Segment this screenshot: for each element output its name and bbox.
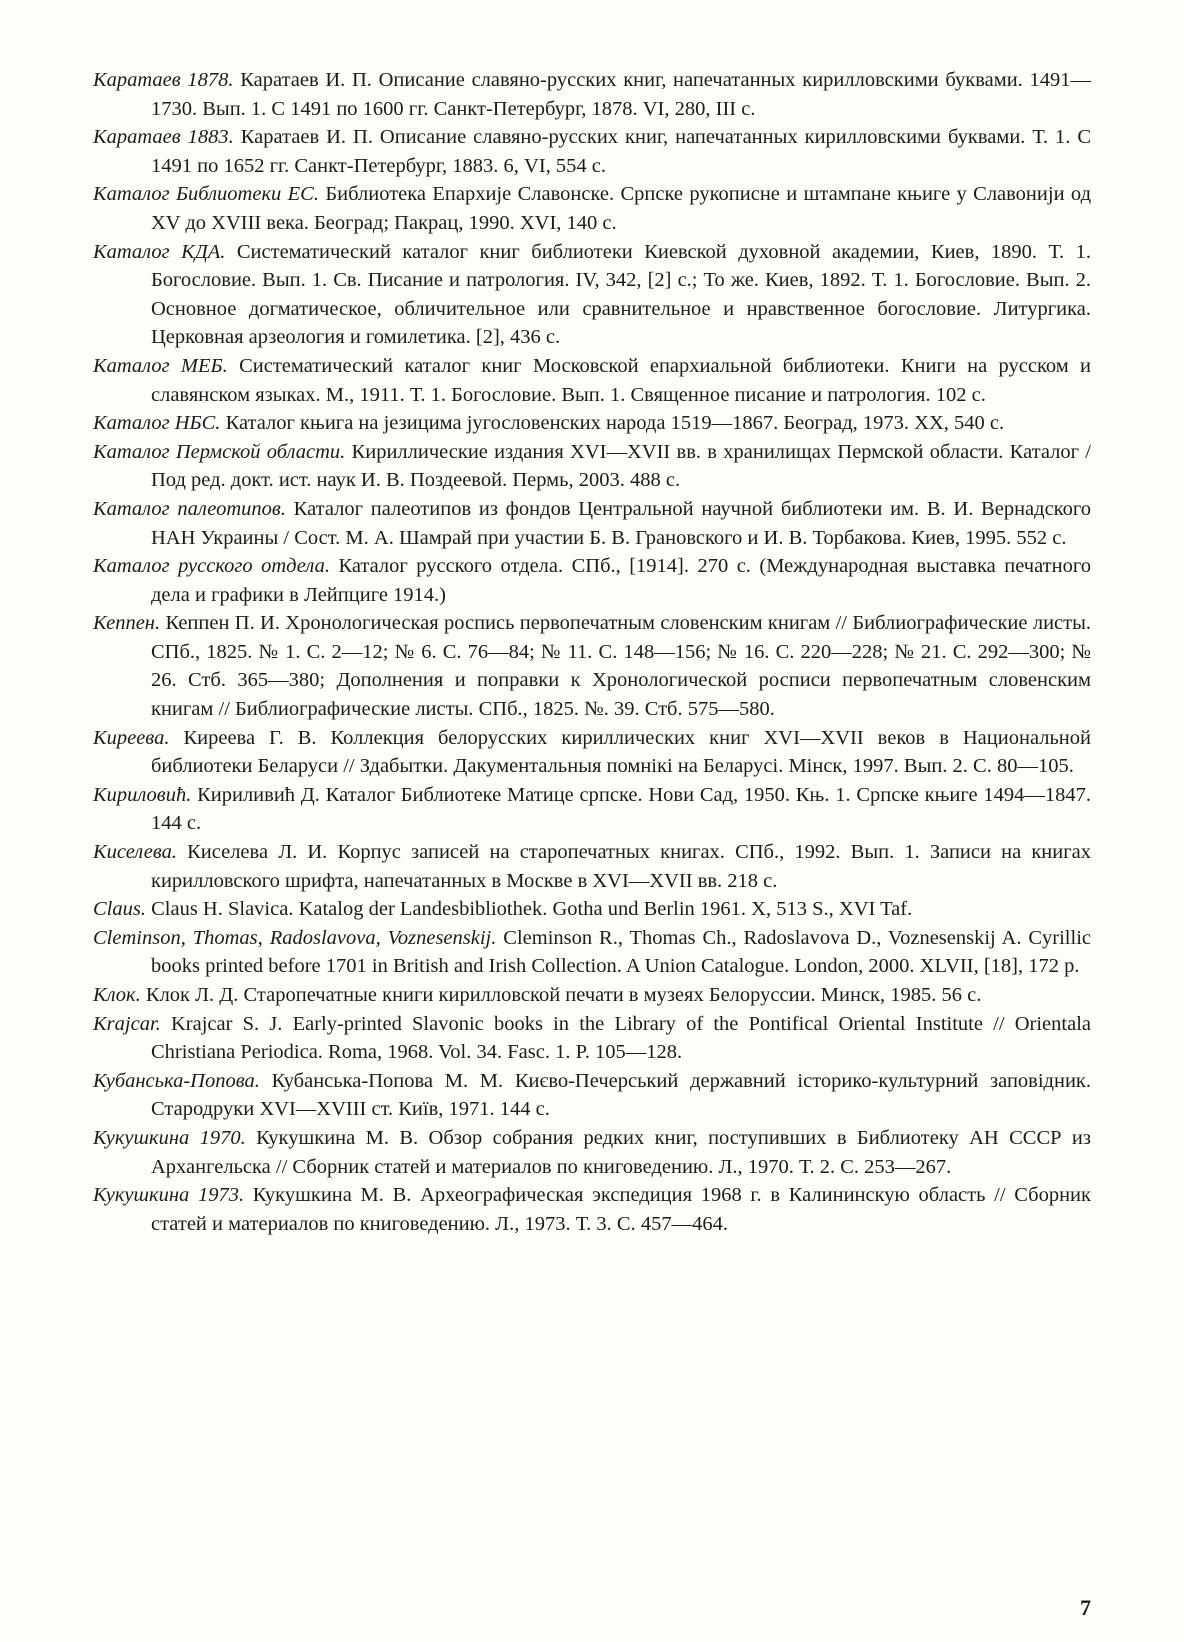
entry-abbreviation: Каталог палеотипов. (93, 497, 286, 520)
bibliography-entry (93, 238, 1091, 352)
bibliography-entry (93, 609, 1091, 723)
bibliography-entry (93, 724, 1091, 781)
entry-text: Киреева Г. В. Коллекция белорусских кириллических книг XVI—XVII веков в Национальной библиотеки Беларуси // Здабытки. Дакументальныя помнікі на Беларусі. Мінск, 1997. Вып. 2. С. 80—105. (151, 726, 1091, 778)
entry-abbreviation: Кеппен. (93, 612, 161, 635)
bibliography-entry (93, 495, 1091, 552)
entry-abbreviation: Каталог Пермской области. (93, 440, 346, 463)
entry-abbreviation: Каталог Библиотеки ЕС. (93, 183, 319, 206)
entry-text: Кириливић Д. Каталог Библиотеке Матице српске. Нови Сад, 1950. Књ. 1. Српске књиге 1494—1847. 144 с. (151, 783, 1091, 835)
entry-abbreviation: Claus. (93, 898, 146, 921)
entry-text: Клок Л. Д. Старопечатные книги кирилловской печати в музеях Белоруссии. Минск, 1985. 56 с. (140, 984, 982, 1006)
page-number: 7 (1080, 1595, 1091, 1620)
entry-abbreviation: Krajcar. (93, 1012, 161, 1035)
bibliography-entry (93, 438, 1091, 495)
entry-abbreviation: Кукушкина 1973. (93, 1184, 245, 1207)
entry-abbreviation: Киселева. (93, 841, 177, 864)
bibliography-entry (93, 552, 1091, 609)
entry-abbreviation: Клок. (93, 984, 141, 1006)
entry-text: Кубанська-Попова М. М. Києво-Печерський державний історико-культурний заповідник. Стародруки XVI—XVIII ст. Київ, 1971. 144 с. (151, 1069, 1091, 1121)
entry-abbreviation: Каталог русского отдела. (93, 555, 330, 578)
bibliography-entry (93, 981, 1091, 1010)
entry-text: Krajcar S. J. Early-printed Slavonic books in the Library of the Pontifical Oriental Institute // Orientala Christiana Periodica. Roma, 1968. Vol. 34. Fasc. 1. P. 105—128. (151, 1012, 1091, 1064)
bibliography-entry (93, 924, 1091, 981)
entry-text: Каталог књига на језицима југословенских народа 1519—1867. Београд, 1973. XX, 540 с. (220, 412, 1005, 435)
entry-text: Claus H. Slavica. Katalog der Landesbibliothek. Gotha und Berlin 1961. X, 513 S., XVI Taf. (145, 898, 913, 921)
bibliography-entry (93, 1124, 1091, 1181)
entry-text: Cleminson R., Thomas Ch., Radoslavova D., Voznesenskij A. Cyrillic books printed before 1701 in British and Irish Collection. A Union Catalogue. London, 2000. XLVII, [18], 172 p. (151, 926, 1091, 978)
entry-abbreviation: Каталог МЕБ. (93, 354, 228, 377)
bibliography-entry (93, 1067, 1091, 1124)
bibliography-entry (93, 409, 1091, 438)
entry-text: Каратаев И. П. Описание славяно-русских книг, напечатанных кирилловскими буквами. 1491—1730. Вып. 1. С 1491 по 1600 гг. Санкт-Петербург, 1878. VI, 280, III с. (151, 69, 1091, 120)
entry-abbreviation: Кириловић. (93, 783, 192, 806)
bibliography-entry (93, 352, 1091, 409)
entry-text: Киселева Л. И. Корпус записей на старопечатных книгах. СПб., 1992. Вып. 1. Записи на книгах кирилловского шрифта, напечатанных в Москве в XVI—XVII вв. 218 с. (151, 841, 1091, 892)
entry-text: Кукушкина М. В. Археографическая экспедиция 1968 г. в Калининскую область // Сборник статей и материалов по книговедению. Л., 1973. Т. 3. С. 457—464. (151, 1184, 1091, 1235)
entry-abbreviation: Каратаев 1883. (93, 126, 234, 149)
entry-abbreviation: Кубанська-Попова. (93, 1069, 260, 1092)
bibliography-entry (93, 1181, 1091, 1238)
bibliography-entry (93, 838, 1091, 895)
entry-abbreviation: Каталог КДА. (93, 240, 226, 263)
entry-abbreviation: Cleminson, Thomas, Radoslavova, Voznesenskij. (93, 926, 497, 949)
entry-text: Кукушкина М. В. Обзор собрания редких книг, поступивших в Библиотеку АН СССР из Архангельска // Сборник статей и материалов по книговедению. Л., 1970. Т. 2. С. 253—267. (151, 1126, 1091, 1178)
bibliography-list (93, 66, 1091, 1238)
bibliography-entry (93, 895, 1091, 924)
bibliography-entry (93, 66, 1091, 123)
entry-abbreviation: Киреева. (93, 726, 170, 749)
bibliography-entry (93, 1010, 1091, 1067)
entry-abbreviation: Каратаев 1878. (93, 69, 234, 91)
entry-text: Кеппен П. И. Хронологическая роспись первопечатным словенским книгам // Библиографические листы. СПб., 1825. № 1. С. 2—12; № 6. С. 76—84; № 11. С. 148—156; № 16. С. 220—228; № 21. С. 292—300; № 26. Стб. 365—380; Дополнения и поправки к Хронологической росписи первопечатным словенским книгам // Библиографические листы. СПб., 1825. №. 39. Стб. 575—580. (151, 612, 1091, 721)
bibliography-entry (93, 781, 1091, 838)
entry-text: Библиотека Епархије Славонске. Српске рукописне и штампане књиге у Славонији од XV до XVIII века. Београд; Пакрац, 1990. XVI, 140 с. (151, 183, 1091, 234)
entry-abbreviation: Кукушкина 1970. (93, 1126, 246, 1149)
entry-text: Систематический каталог книг библиотеки Киевской духовной академии, Киев, 1890. Т. 1. Богословие. Вып. 1. Св. Писание и патрология. IV, 342, [2] с.; То же. Киев, 1892. Т. 1. Богословие. Вып. 2. Основное догматическое, обличительное или сравнительное и нравственное богословие. Литургика. Церковная арзеология и гомилетика. [2], 436 с. (151, 240, 1091, 349)
entry-text: Каталог русского отдела. СПб., [1914]. 270 с. (Международная выставка печатного дела и графики в Лейпциге 1914.) (151, 555, 1092, 606)
entry-text: Кириллические издания XVI—XVII вв. в хранилищах Пермской области. Каталог / Под ред. докт. ист. наук И. В. Поздеевой. Пермь, 2003. 488 с. (151, 440, 1091, 492)
entry-abbreviation: Каталог НБС. (93, 412, 221, 435)
bibliography-entry (93, 180, 1091, 237)
entry-text: Каратаев И. П. Описание славяно-русских книг, напечатанных кирилловскими буквами. Т. 1. С 1491 по 1652 гг. Санкт-Петербург, 1883. 6, VI, 554 с. (151, 126, 1091, 177)
entry-text: Систематический каталог книг Московской епархиальной библиотеки. Книги на русском и славянском языках. М., 1911. Т. 1. Богословие. Вып. 1. Священное писание и патрология. 102 с. (151, 354, 1092, 406)
bibliography-entry (93, 123, 1091, 180)
entry-text: Каталог палеотипов из фондов Центральной научной библиотеки им. В. И. Вернадского НАН Украины / Сост. М. А. Шамрай при участии Б. В. Грановского и И. В. Торбакова. Киев, 1995. 552 с. (151, 497, 1091, 549)
